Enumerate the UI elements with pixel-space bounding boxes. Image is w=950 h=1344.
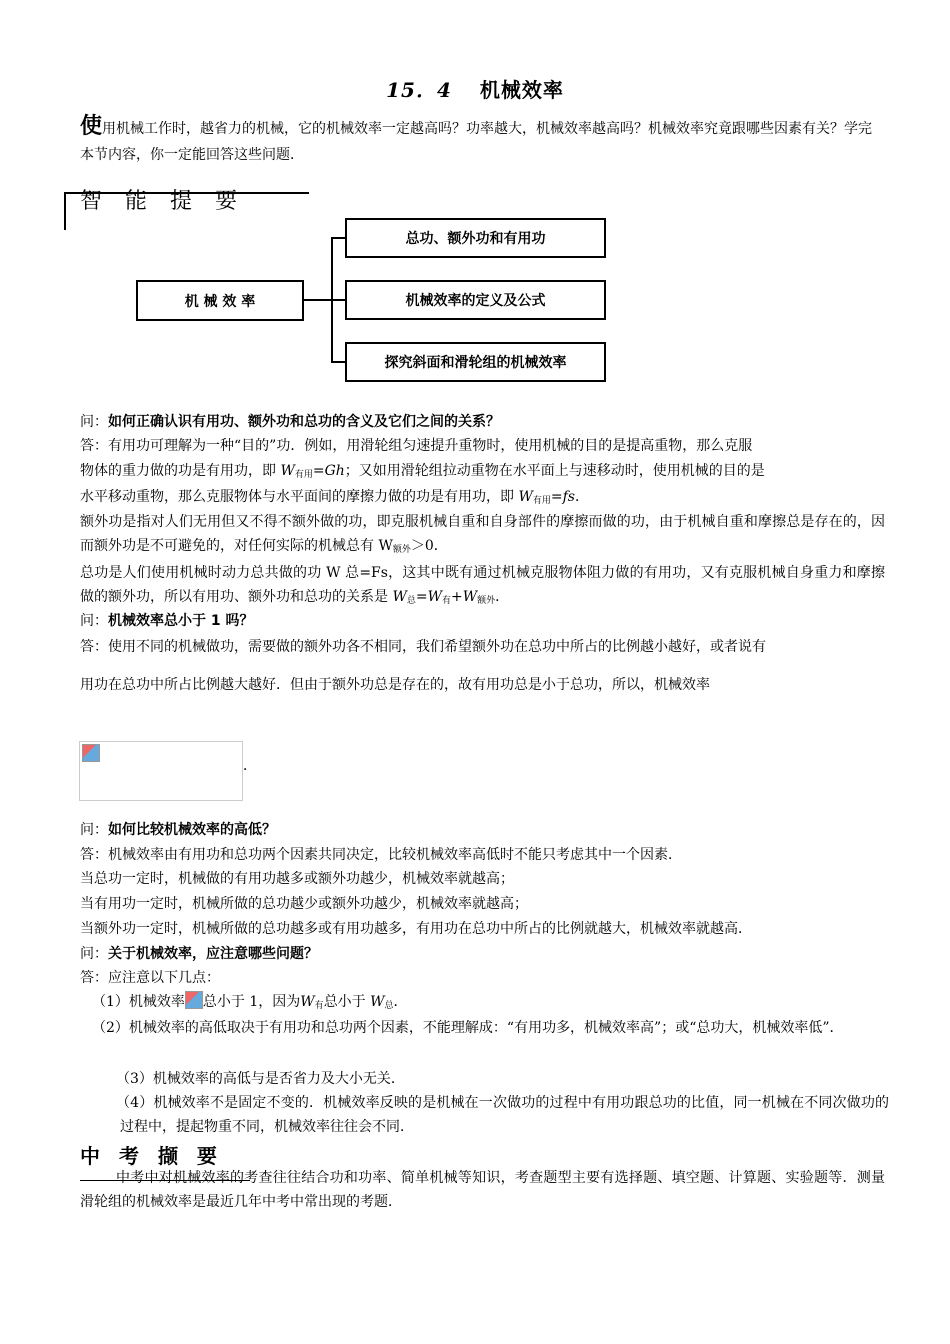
answer-3-line: 当总功一定时，机械做的有用功越多或额外功越少，机械效率就越高； [80, 871, 514, 887]
answer-4-item-2: （2）机械效率的高低取决于有用功和总功两个因素，不能理解成：“有用功多，机械效率高”；或“总功大，机械效率低”． [92, 1020, 844, 1036]
diagram-connector [331, 361, 346, 363]
answer-1-line: 答：有用功可理解为一种“目的”功．例如，用滑轮组匀速提升重物时，使用机械的目的是提高重物，那么克服 [80, 438, 753, 454]
section-heading-smart-tips: 智 能 提 要 [80, 189, 245, 214]
answer-4-intro: 答：应注意以下几点： [80, 970, 220, 986]
answer-2-line: 答：使用不同的机械做功，需要做的额外功各不相同，我们希望额外功在总功中所占的比例越小越好，或者说有 [80, 639, 766, 655]
broken-image-icon [185, 991, 203, 1009]
question-4: 问：关于机械效率，应注意哪些问题？ [80, 946, 318, 962]
broken-image-icon [82, 744, 100, 762]
answer-1-paragraph: 总功是人们使用机械时动力总共做的功 W 总=Fs，这其中既有通过机械克服物体阻力做的有用功，又有克服机械自身重力和摩擦做的额外功，所以有用功、额外功和总功的关系是 $W_总=W_有+W_{额外}$． [80, 565, 885, 606]
page-title: 15．4 机械效率 [386, 78, 564, 102]
answer-1-line: 物体的重力做的功是有用功，即 $W_{有用}=Gh$；又如用滑轮组拉动重物在水平面上与速移动时，使用机械的目的是 [80, 463, 765, 480]
diagram-branch-box: 探究斜面和滑轮组的机械效率 [345, 342, 606, 382]
answer-3-line: 当额外功一定时，机械所做的总功越多或有用功越多，有用功在总功中所占的比例就越大，机械效率就越高． [80, 921, 752, 937]
answer-1-line: 水平移动重物，那么克服物体与水平面间的摩擦力做的功是有用功，即 $W_{有用}=fs$． [80, 489, 589, 506]
answer-4-item-3: （3）机械效率的高低与是否省力及大小无关． [116, 1071, 405, 1087]
diagram-connector [331, 237, 346, 239]
diagram-branch-box: 机械效率的定义及公式 [345, 280, 606, 320]
intro-paragraph: 使用机械工作时，越省力的机械，它的机械效率一定越高吗？功率越大，机械效率越高吗？机械效率究竟跟哪些因素有关？学完本节内容，你一定能回答这些问题． [80, 114, 873, 163]
question-3: 问：如何比较机械效率的高低？ [80, 822, 276, 838]
diagram-connector [304, 299, 332, 301]
question-1: 问：如何正确认识有用功、额外功和总功的含义及它们之间的关系？ [80, 414, 500, 430]
section-heading-exam-summary: 中 考 撷 要 [80, 1144, 223, 1168]
question-2: 问：机械效率总小于 1 吗？ [80, 613, 254, 629]
formula-period: ． [243, 758, 257, 774]
answer-2-line: 用功在总功中所占比例越大越好．但由于额外功总是存在的，故有用功总是小于总功，所以，机械效率 [80, 677, 710, 693]
answer-3-line: 答：机械效率由有用功和总功两个因素共同决定，比较机械效率高低时不能只考虑其中一个因素． [80, 847, 682, 863]
answer-1-paragraph: 额外功是指对人们无用但又不得不额外做的功，即克服机械自重和自身部件的摩擦而做的功，由于机械自重和摩擦总是存在的，因而额外功是不可避免的，对任何实际的机械总有 $W_{额外}>0$． [80, 514, 885, 555]
diagram-branch-box: 总功、额外功和有用功 [345, 218, 606, 258]
answer-4-item-1: （1）机械效率 总小于 1，因为$W_有$总小于 $W_总$． [92, 990, 885, 1018]
exam-summary-paragraph: 中考中对机械效率的考查往往结合功和功率、简单机械等知识，考查题型主要有选择题、填空题、计算题、实验题等．测量滑轮组的机械效率是最近几年中考中常出现的考题． [80, 1170, 885, 1210]
formula-image-placeholder [79, 741, 243, 801]
section-rule-vertical [64, 192, 66, 230]
answer-4-item-4: （4）机械效率不是固定不变的．机械效率反映的是机械在一次做功的过程中有用功跟总功的比值，同一机械在不同次做功的过程中，提起物重不同，机械效率往往会不同． [116, 1095, 889, 1135]
diagram-connector [331, 299, 346, 301]
answer-3-line: 当有用功一定时，机械所做的总功越少或额外功越少，机械效率就越高； [80, 896, 528, 912]
diagram-root-box: 机 械 效 率 [136, 280, 304, 321]
